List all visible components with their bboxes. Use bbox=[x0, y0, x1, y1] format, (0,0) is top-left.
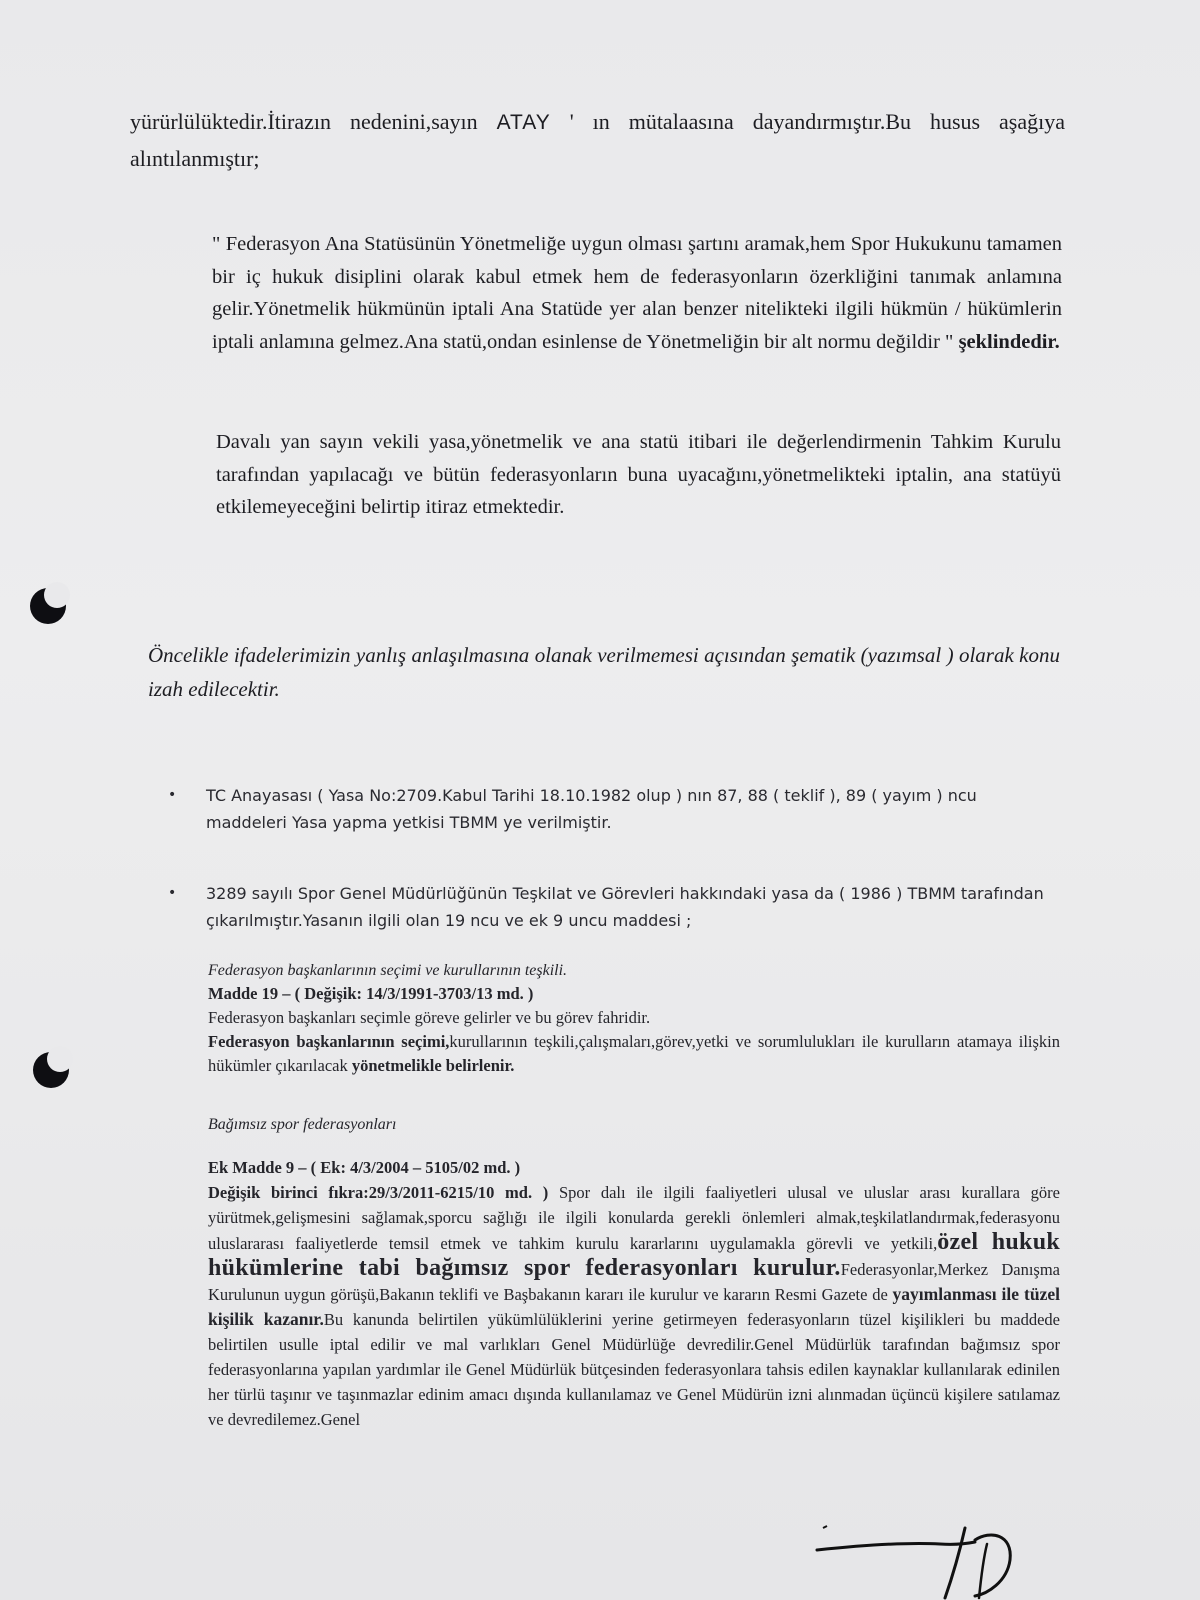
intro-text-b: ' ın mütalaasına dayandırmıştır.Bu husus aşağıya alıntılanmıştır; bbox=[130, 109, 1065, 171]
bullet-marker: • bbox=[168, 787, 177, 803]
intro-text-a: yürürlülüktedir.İtirazın nedenini,sayın bbox=[130, 109, 478, 134]
article-body: Değişik birinci fıkra:29/3/2011-6215/10 md. ) Spor dalı ile ilgili faaliyetleri ulusal ve uluslar arası kurallara göre yürütmek,gelişmesini sağlamak,sporcu sağlığı ile ilgili konularda gerekli önlemleri almak,teşkilatlandırmak,federasyonu uluslararası faaliyetlerde temsil etmek ve tahkim kurulu kararlarını uygulamakla görevli ve yetkili,özel hukuk hükümlerine tabi bağımsız spor federasyonları kurulur.Federasyonlar,Merkez Danışma Kurulunun uygun görüşü,Bakanın teklifi ve Başbakanın kararı ile kurulur ve kararın Resmi Gazete de yayımlanması ile tüzel kişilik kazanır.Bu kanunda belirtilen yükümlülüklerini yerine getirmeyen federasyonların tüzel kişilikleri bu maddede belirtilen usulle iptal edilir ve mal varlıkları Genel Müdürlüğe devredilir.Genel Müdürlük tarafından bağımsız spor federasyonlarına yapılan yardımlar ile Genel Müdürlük bütçesinden federasyonlara tahsis edilen kaynaklar kullanılarak edinilen her türlü taşınır ve taşınmazlar edinim amacı dışında kullanılamaz ve Genel Müdürün izni alınmadan üçüncü kişilere satılamaz ve devredilemez.Genel bbox=[208, 1183, 1061, 1429]
signature bbox=[815, 1520, 1035, 1600]
article-number: Ek Madde 9 – ( Ek: 4/3/2004 – 5105/02 md. ) bbox=[208, 1158, 521, 1177]
emphasis-text: özel hukuk hükümlerine tabi bağımsız spor federasyonları kurulur. bbox=[208, 1229, 1060, 1281]
quoted-opinion bbox=[212, 228, 1062, 358]
list-item bbox=[168, 782, 1060, 836]
law-ek-article-9 bbox=[208, 1155, 1060, 1432]
law-ek9-heading bbox=[208, 1114, 1060, 1136]
article-number: Madde 19 – ( Değişik: 14/3/1991-3703/13 md. ) bbox=[208, 984, 534, 1003]
quote-text: " Federasyon Ana Statüsünün Yönetmeliğe uygun olması şartını aramak,hem Spor Hukukunu tamamen bir iç hukuk disiplini olarak kabul etmek hem de federasyonların özerkliğini tanımak anlamına gelir.Yönetmelik hükmünün iptali Ana Statüde yer alan benzer nitelikteki ilgili hükmün / hükümlerin iptali anlamına gelmez.Ana statü,ondan esinlense de Yönetmeliğin bir alt normu değildir " bbox=[212, 233, 1062, 353]
bullet-text: TC Anayasası ( Yasa No:2709.Kabul Tarihi 18.10.1982 olup ) nın 87, 88 ( teklif ), 89 ( yayım ) ncu maddeleri Yasa yapma yetkisi TBMM ye verilmiştir. bbox=[206, 786, 977, 832]
intro-name: ATAY bbox=[496, 111, 551, 134]
quote-tail: şeklindedir. bbox=[958, 330, 1060, 353]
law-article-19 bbox=[208, 960, 1060, 1078]
bullet-marker: • bbox=[168, 885, 177, 901]
respondent-paragraph: Davalı yan sayın vekili yasa,yönetmelik ve ana statü itibari ile değerlendirmenin Tahkim Kurulu tarafından yapılacağı ve bütün federasyonların buna uyacağını,yönetmelikteki iptalin, ana statüyü etkilemeyeceğini belirtip itiraz etmektedir. bbox=[216, 431, 1061, 518]
article-heading: Bağımsız spor federasyonları bbox=[208, 1116, 397, 1133]
article-line: Federasyon başkanları seçimle göreve gelirler ve bu görev fahridir. bbox=[208, 1008, 651, 1027]
article-line: Federasyon başkanlarının seçimi,kurullarının teşkili,çalışmaları,görev,yetki ve sorumlulukları ile kurulların atamaya ilişkin hükümler çıkarılacak yönetmelikle belirlenir. bbox=[208, 1032, 1061, 1075]
bullet-text: 3289 sayılı Spor Genel Müdürlüğünün Teşkilat ve Görevleri hakkındaki yasa da ( 1986 ) TBMM tarafından çıkarılmıştır.Yasanın ilgili olan 19 ncu ve ek 9 uncu maddesi ; bbox=[206, 884, 1044, 930]
article-heading: Federasyon başkanlarının seçimi ve kurullarının teşkili. bbox=[208, 962, 568, 979]
explanation-note: Öncelikle ifadelerimizin yanlış anlaşılmasına olanak verilmemesi açısından şematik (yazımsal ) olarak konu izah edilecektir. bbox=[148, 643, 1060, 701]
list-item bbox=[168, 880, 1060, 934]
punch-hole-bottom bbox=[33, 1052, 69, 1088]
intro-paragraph bbox=[130, 104, 1065, 177]
punch-hole-top bbox=[30, 588, 66, 624]
